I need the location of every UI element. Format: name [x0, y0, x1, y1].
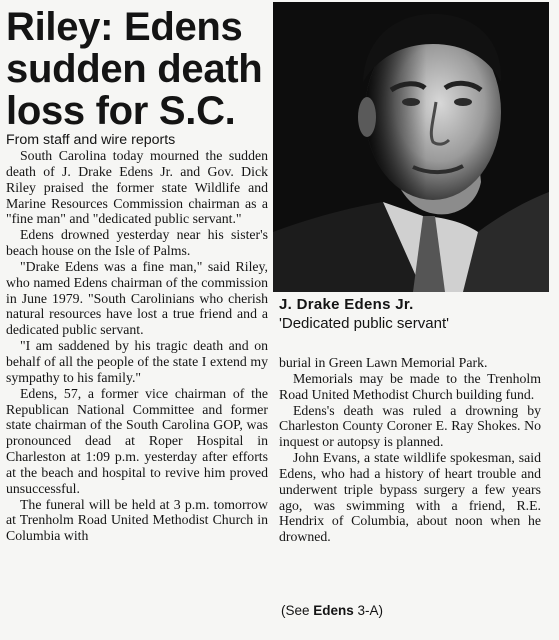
photo-caption-name: J. Drake Edens Jr. [279, 296, 414, 313]
portrait-photo [273, 2, 549, 292]
article-paragraph: "I am saddened by his tragic death and on behalf of all the people of the state I extend my sympathy to his family." [6, 338, 268, 385]
byline-credit: From staff and wire reports [6, 132, 176, 148]
article-paragraph: Edens, 57, a former vice chairman of the Republican National Committee and former state chairman of the South Carolina GOP, was pronounced dead at Roper Hospital in Charleston at 1:09 p.m. yesterday after efforts at the beach and hospital to revive him proved unsuccessful. [6, 385, 268, 496]
see-ref-suffix: 3-A) [353, 603, 384, 618]
see-ref-name: Edens [313, 603, 354, 618]
article-paragraph: The funeral will be held at 3 p.m. tomorrow at Trenholm Road United Methodist Church in Columbia with [6, 496, 268, 544]
see-ref-prefix: (See [281, 603, 314, 618]
photo-caption-text: 'Dedicated public servant' [279, 315, 449, 332]
article-paragraph: "Drake Edens was a fine man," said Riley, who named Edens chairman of the commission in June 1979. "South Carolinians who cherish natural resources have lost a true friend and a dedicated public servant. [6, 258, 268, 338]
article-column-left [6, 148, 268, 544]
continuation-reference [281, 603, 543, 619]
headline: Riley: Edens sudden death loss for S.C. [6, 5, 263, 133]
article-paragraph: burial in Green Lawn Memorial Park. [279, 355, 488, 370]
article-column-right [279, 355, 541, 545]
article-paragraph: John Evans, a state wildlife spokesman, said Edens, who had a history of heart trouble and underwent triple bypass surgery a few years ago, was swimming with a friend, R.E. Hendrix of Columbia, about noon when he drowned. [279, 450, 541, 545]
article-paragraph: Memorials may be made to the Trenholm Road United Methodist Church building fund. [279, 370, 541, 402]
article-paragraph: Edens's death was ruled a drowning by Charleston County Coroner E. Ray Shokes. No inquest or autopsy is planned. [279, 402, 541, 450]
portrait-illustration [273, 2, 549, 292]
article-paragraph: Edens drowned yesterday near his sister's beach house on the Isle of Palms. [6, 227, 268, 259]
article-paragraph: South Carolina today mourned the sudden death of J. Drake Edens Jr. and Gov. Dick Riley praised the former state Wildlife and Marine Resources Commission chairman as a "fine man" and "dedicated public servant." [6, 148, 268, 227]
